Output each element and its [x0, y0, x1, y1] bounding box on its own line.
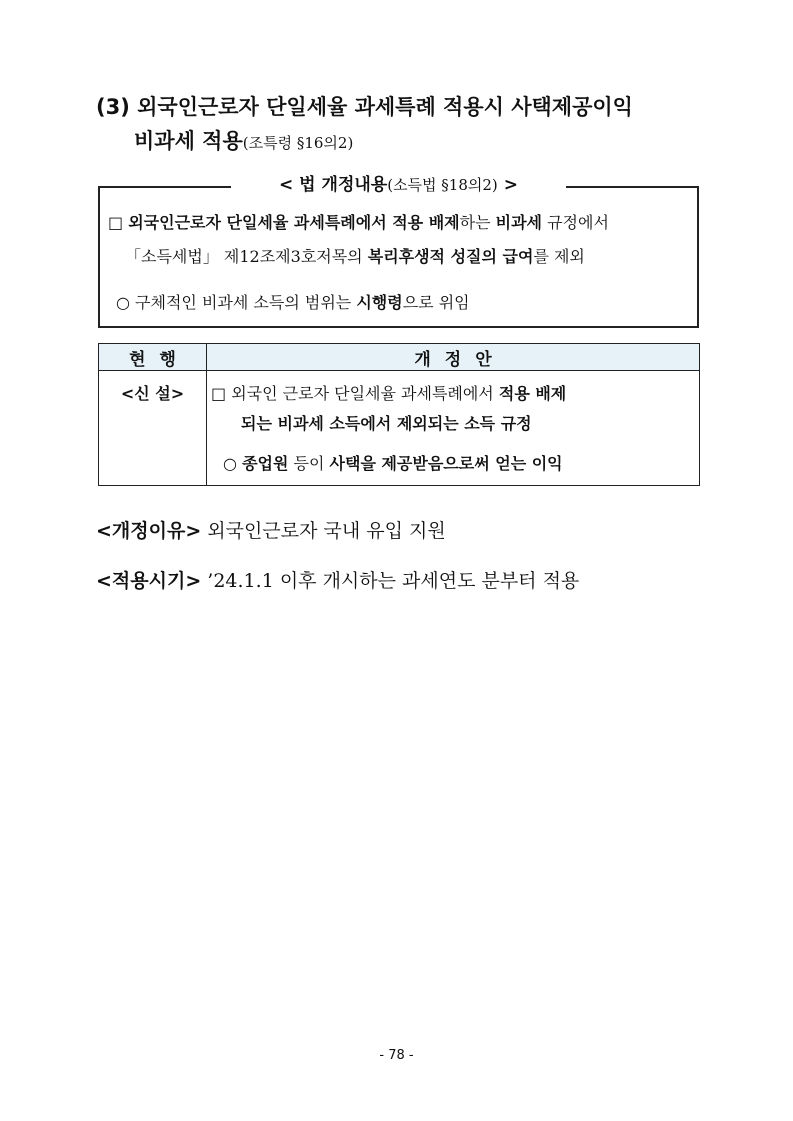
table-header-row: [99, 344, 700, 371]
box-legend: [100, 172, 697, 198]
square-bullet-icon: □: [108, 213, 124, 232]
law-box-sub-text2: 으로 위임: [402, 293, 470, 312]
comparison-table: [98, 343, 700, 486]
revised-sub-item: [211, 449, 693, 479]
law-box-item-1-bold: 외국인근로자 단일세율 과세특례에서 적용 배제: [128, 213, 460, 232]
legend-ref: (소득법 §18의2): [387, 176, 498, 194]
effective-text: ’24.1.1 이후 개시하는 과세연도 분부터 적용: [201, 570, 580, 592]
revision-reason: [96, 516, 446, 546]
law-box-item-1-bold2: 비과세: [495, 213, 542, 232]
law-box-item-1-cont: [125, 242, 695, 272]
legend-title: < 법 개정내용: [279, 175, 388, 195]
revised-line-1-bold: 적용 배제: [498, 384, 567, 403]
revised-sub-bold1: 종업원: [242, 454, 289, 473]
law-box-item-1-text: 하는: [459, 213, 496, 232]
law-amendment-box: [98, 175, 699, 328]
title-line-1: (3) 외국인근로자 단일세율 과세특례 적용시 사택제공이익: [96, 95, 633, 119]
law-box-sub-text: 구체적인 비과세 소득의 범위는: [129, 293, 357, 312]
table-row: [99, 371, 700, 486]
title-line-2: [96, 124, 716, 160]
current-cell: <신 설>: [99, 371, 207, 486]
law-box-sub-bold: 시행령: [356, 293, 403, 312]
effective-date: [96, 566, 579, 596]
square-bullet-icon: □: [211, 384, 227, 403]
law-box-item-1: [108, 208, 698, 238]
law-box-sub-item: [116, 288, 686, 318]
revised-sub-bold2: 사택을 제공받음으로써 얻는 이익: [329, 454, 563, 473]
effective-label: <적용시기>: [96, 570, 202, 592]
header-revised: 개정안: [207, 344, 700, 371]
title-line-2-bold: 비과세 적용: [134, 129, 243, 153]
revised-line-2: 되는 비과세 소득에서 제외되는 소득 규정: [241, 414, 532, 433]
page-number: - 78 -: [379, 1048, 414, 1063]
reason-label: <개정이유>: [96, 520, 202, 542]
law-box-item-2-text2: 를 제외: [533, 247, 585, 266]
law-box-item-1-text2: 규정에서: [542, 213, 609, 232]
section-title: [96, 90, 716, 160]
law-box-item-2-text: 「소득세법」 제12조제3호저목의: [125, 247, 368, 266]
revised-sub-text: 등이: [288, 454, 330, 473]
revised-line-1-text: 외국인 근로자 단일세율 과세특례에서: [226, 384, 499, 403]
legend-close: >: [497, 175, 518, 195]
header-current: 현행: [99, 344, 207, 371]
circle-bullet-icon: ○: [116, 293, 130, 312]
reason-text: 외국인근로자 국내 유입 지원: [201, 520, 446, 542]
title-line-2-ref: (조특령 §16의2): [242, 134, 354, 152]
law-box-item-2-bold: 복리후생적 성질의 급여: [367, 247, 534, 266]
circle-bullet-icon: ○: [223, 454, 237, 473]
revised-cell: [207, 371, 700, 486]
revised-line-1: [211, 379, 693, 409]
